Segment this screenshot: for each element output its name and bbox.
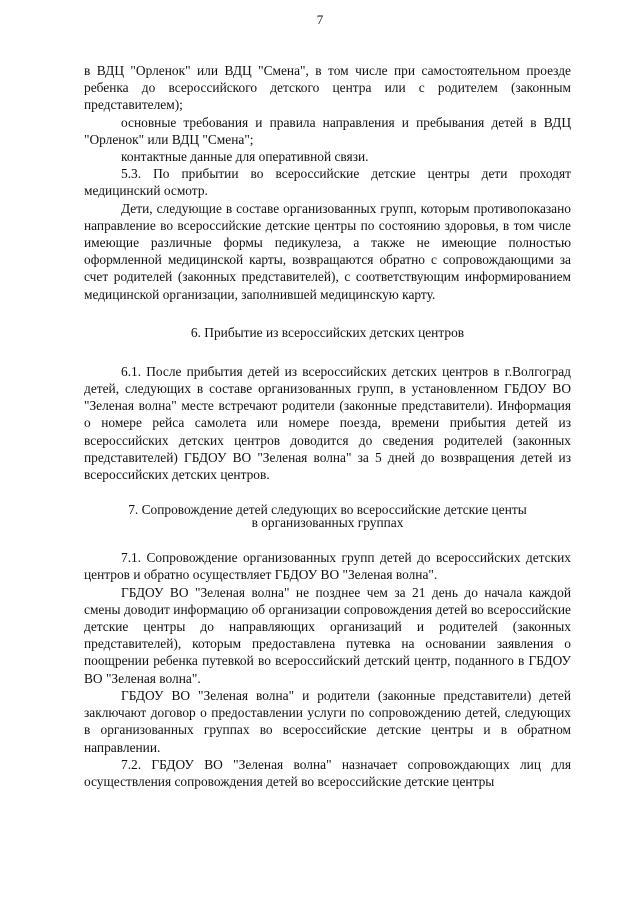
section-7-heading-line2: в организованных группах — [251, 515, 404, 531]
paragraph-contraindications: Дети, следующие в составе организованных групп, которым противопоказано направление во всероссийские детские центры по состоянию здоровья, в том числе имеющие различные формы педикулеза, а также не имеющие полностью оформленной медицинской карты, возвращаются обратно с сопровождающими за счет родителей (законных представителей), с соответствующим информированием медицинской организации, заполнившей медицинскую карту. — [84, 200, 571, 302]
section-6-heading: 6. Прибытие из всероссийских детских центров — [190, 324, 465, 340]
section-7-heading-line1: 7. Сопровождение детей следующих во всероссийские детские центы — [128, 502, 527, 518]
paragraph-5-3: 5.3. По прибытии во всероссийские детские центры дети проходят медицинский осмотр. — [84, 166, 571, 199]
document-body — [84, 62, 571, 790]
paragraph-7-1-deadline: ГБДОУ ВО "Зеленая волна" не позднее чем за 21 день до начала каждой смены доводит информацию об организации сопровождения детей во всероссийские детские центры до направляющих организаций и родителей (законных представителей), которым предоставлена путевка на основании заявления о поощрении ребенка путевкой во всероссийский детский центр, поданного в ГБДОУ ВО "Зеленая волна". — [84, 584, 571, 686]
paragraph-7-1-contract: ГБДОУ ВО "Зеленая волна" и родители (законные представители) детей заключают договор о предоставлении услуги по сопровождению детей, следующих в организованных группах во всероссийские детские центры и в обратном направлении. — [84, 687, 571, 755]
paragraph-7-2: 7.2. ГБДОУ ВО "Зеленая волна" назначает сопровождающих лиц для осуществления сопровождения детей во всероссийские детские центры — [84, 756, 571, 789]
paragraph-6-1: 6.1. После прибытия детей из всероссийских детских центров в г.Волгоград детей, следующих в составе организованных групп, в установленном ГБДОУ ВО "Зеленая волна" месте встречают родители (законные представители). Информация о номере рейса самолета или номере поезда, времени прибытия детей из всероссийских детских центров доводится до сведения родителей (законных представителей) ГБДОУ ВО "Зеленая волна" за 5 дней до возвращения детей из всероссийских детских центров. — [84, 363, 571, 483]
paragraph-requirements: основные требования и правила направления и пребывания детей в ВДЦ "Орленок" или ВДЦ "Смена"; — [84, 114, 571, 147]
paragraph-7-1: 7.1. Сопровождение организованных групп детей до всероссийских детских центров и обратно осуществляет ГБДОУ ВО "Зеленая волна". — [84, 550, 571, 583]
page-number: 7 — [316, 12, 324, 27]
paragraph-5-2-continuation: в ВДЦ "Орленок" или ВДЦ "Смена", в том числе при самостоятельном проезде ребенка до всероссийского детского центра или с родителем (законным представителем); — [84, 63, 571, 113]
section-7-heading — [84, 503, 571, 529]
paragraph-contacts: контактные данные для оперативной связи. — [121, 149, 369, 165]
